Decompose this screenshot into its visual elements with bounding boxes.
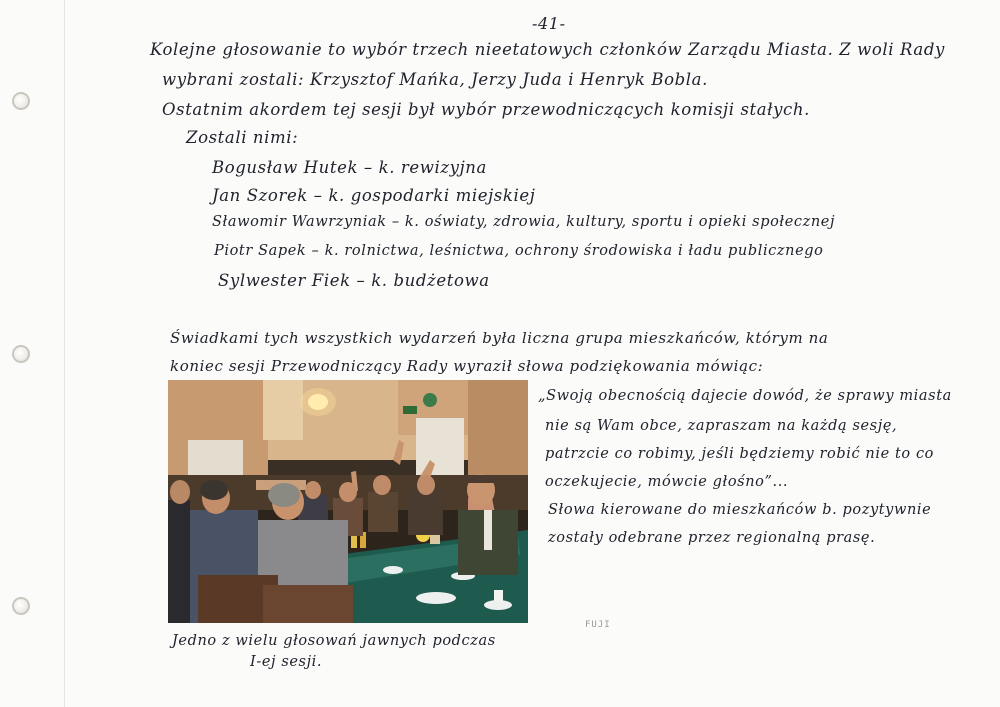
paragraph1-line2: wybrani zostali: Krzysztof Mańka, Jerzy Juda i Henryk Bobla. [162, 70, 708, 89]
committee-chair-4: Piotr Sapek – k. rolnictwa, leśnictwa, ochrony środowiska i ładu publicznego [214, 243, 824, 259]
binder-hole-bottom [12, 597, 30, 615]
paragraph1-line3: Ostatnim akordem tej sesji był wybór przewodniczących komisji stałych. [162, 100, 810, 119]
film-stamp: FUJI [585, 620, 611, 630]
committee-chair-1: Bogusław Hutek – k. rewizyjna [212, 158, 487, 177]
quote-line2: nie są Wam obce, zapraszam na każdą sesję, [545, 418, 898, 434]
margin-line [64, 0, 65, 707]
paragraph2-line1: Świadkami tych wszystkich wydarzeń była liczna grupa mieszkańców, którym na [170, 329, 829, 347]
quote-line1: „Swoją obecnością dajecie dowód, że sprawy miasta [538, 388, 952, 404]
committee-chair-2: Jan Szorek – k. gospodarki miejskiej [212, 186, 536, 205]
paragraph2-line2: koniec sesji Przewodniczący Rady wyraził słowa podziękowania mówiąc: [170, 357, 764, 375]
quote-line5: Słowa kierowane do mieszkańców b. pozytywnie [548, 502, 932, 518]
binder-hole-middle [12, 345, 30, 363]
paragraph1-line1: Kolejne głosowanie to wybór trzech nieetatowych członków Zarządu Miasta. Z woli Rady [150, 40, 945, 59]
quote-line3: patrzcie co robimy, jeśli będziemy robić nie to co [545, 446, 934, 462]
quote-line6: zostały odebrane przez regionalną prasę. [548, 530, 876, 546]
committee-chair-5: Sylwester Fiek – k. budżetowa [218, 271, 490, 290]
binder-hole-top [12, 92, 30, 110]
page-number: -41- [532, 14, 566, 33]
photo-caption-line1: Jedno z wielu głosowań jawnych podczas [172, 633, 496, 649]
quote-line4: oczekujecie, mówcie głośno”... [545, 474, 789, 490]
committee-chair-3: Sławomir Wawrzyniak – k. oświaty, zdrowia, kultury, sportu i opieki społecznej [212, 214, 836, 230]
photo-caption-line2: I-ej sesji. [250, 654, 323, 670]
paragraph1-line4: Zostali nimi: [186, 128, 299, 147]
council-voting-photo [168, 380, 528, 623]
